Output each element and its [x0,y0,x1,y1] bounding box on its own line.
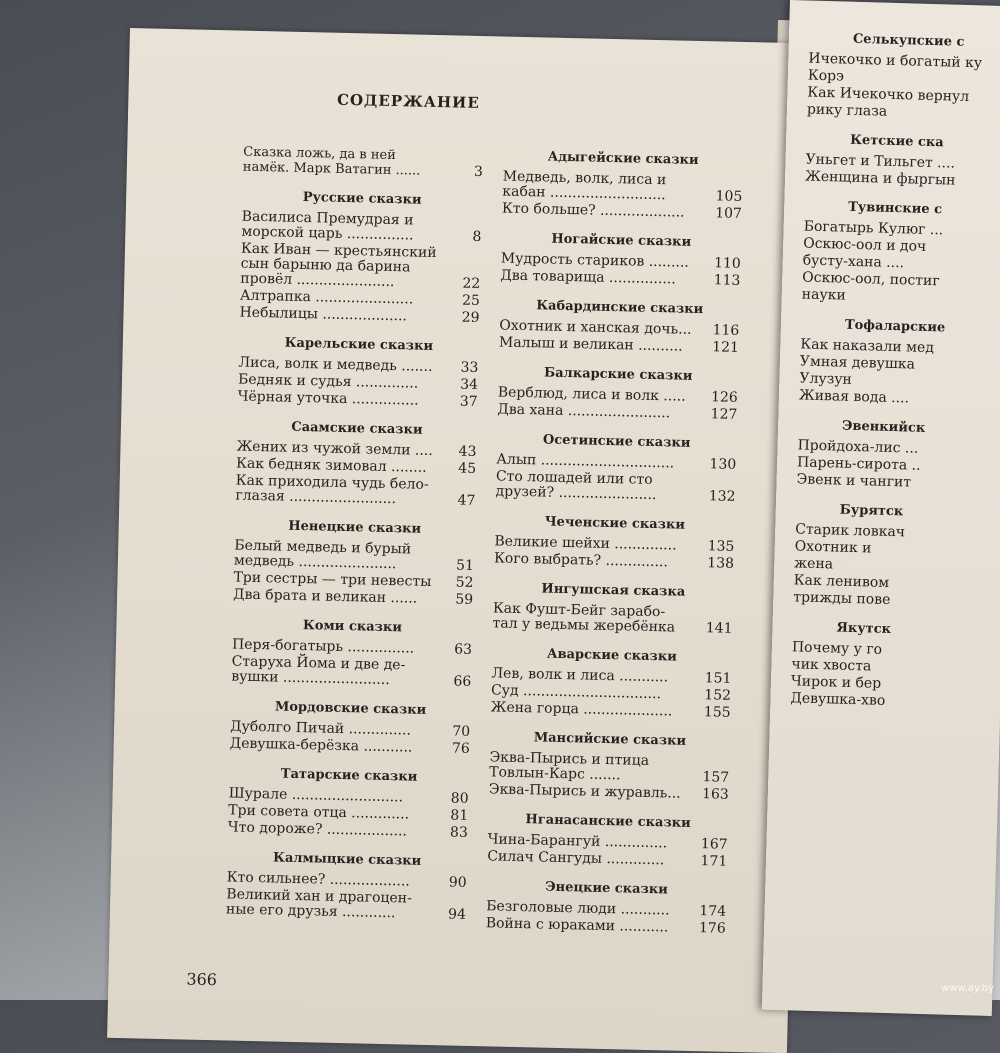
toc-entry [240,242,481,292]
section-heading: Мансийские сказки [533,730,687,749]
toc-column-left [226,139,484,937]
entry-page-number: 151 [704,670,732,687]
entry-title: Как ленивом [793,572,890,591]
toc-entry [241,210,482,245]
entry-page-number: 167 [700,836,728,853]
entry-title: науки [801,286,846,304]
section-heading: Ногайские сказки [551,231,692,250]
entry-title: Лев, волк и лиса ........... [491,665,669,686]
entry-title: Эква-Пырись и птица Товлын-Карс ....... [489,749,650,784]
entry-title: трижды пове [793,589,891,609]
section-heading: Селькупские с [852,31,965,50]
entry-page-number: 127 [710,406,738,423]
entry-title: Кого выбрать? .............. [493,550,669,571]
section-heading: Балкарские сказки [543,365,693,384]
section-heading: Русские сказки [302,189,422,208]
toc-entry [796,472,1000,493]
toc-entry [239,306,479,326]
toc-entry [243,145,484,180]
entry-page-number: 3 [473,163,484,181]
toc-column-right [485,149,743,951]
section-heading: Карельские сказки [284,335,434,354]
toc-entry [500,268,740,288]
section-heading: Якутск [836,620,892,638]
entry-page-number: 163 [701,786,729,803]
entry-title: Небылицы ................... [239,304,408,325]
toc-section [230,698,471,756]
toc-section [486,878,727,936]
entry-title: Медведь, волк, лиса и кабан .......................... [502,168,667,204]
toc-section [235,419,477,509]
section-heading: Коми сказки [302,618,403,636]
entry-title: Почему у го [791,639,883,658]
toc-section [237,335,479,410]
entry-title: Уньгет и Тильгет .... [805,151,956,172]
entry-title: Лиса, волк и медведь ....... [238,354,433,375]
toc-section [796,417,1000,493]
toc-section [500,230,741,288]
entry-title: Как Фушт-Бейг зарабо- тал у ведьмы жеребёнка [492,600,676,636]
entry-page-number: 116 [712,322,740,339]
toc-entry [228,820,468,840]
toc-section [802,198,1000,308]
entry-page-number: 22 [462,275,481,293]
entry-page-number: 174 [699,903,727,920]
entry-page-number: 105 [715,188,743,205]
entry-page-number: 171 [700,853,728,870]
entry-page-number: 130 [709,456,737,473]
entry-page-number: 63 [453,641,473,658]
entry-page-number: 113 [713,272,741,289]
entry-title: Верблюд, лиса и волк ..... [497,384,686,405]
entry-title: Оскюс-оол и доч [802,235,927,255]
entry-title: Три сестры — три невесты [233,569,432,590]
toc-entry [805,169,1000,190]
toc-section [243,145,484,180]
toc-section [233,518,475,608]
toc-entry [499,335,739,355]
entry-title: Два хана ....................... [497,401,671,422]
section-heading: Тофаларские [844,317,946,336]
entry-title: Что дороже? .................. [227,819,408,840]
entry-page-number: 33 [460,359,479,376]
entry-title: Как Ичекочко вернул [807,84,970,106]
entry-title: Богатырь Кулюг ... [803,218,944,239]
entry-page-number: 141 [705,620,733,637]
section-heading: Калмыцкие сказки [272,850,422,869]
entry-title: Два товарища ............... [500,267,676,288]
toc-entry [492,601,733,636]
entry-page-number: 8 [472,228,482,246]
toc-section [497,364,738,422]
toc-entry [233,587,473,607]
entry-title: Ичекочко и богатый ку [808,50,983,72]
toc-section [231,616,472,689]
entry-title: Парень-сирота .. [796,454,921,474]
toc-entry [489,750,730,785]
entry-title: Мудрость стариков ......... [500,250,690,271]
entry-page-number: 110 [713,255,741,272]
entry-title: Алтрапка ...................... [239,287,414,308]
entry-page-number: 76 [451,740,470,757]
entry-title: жена [794,555,834,573]
toc-entry [502,201,742,221]
entry-title: Девушка-берёзка ........... [229,735,413,756]
right-page [762,0,1000,1016]
entry-title: Кто сильнее? .................. [226,869,410,890]
entry-title: Живая вода .... [798,387,910,407]
left-page [107,28,810,1053]
toc-entry [226,887,467,922]
entry-title: рику глаза [806,101,888,120]
toc-entry [234,539,475,574]
toc-entry [497,402,737,422]
section-heading: Чеченские сказки [544,514,686,533]
toc-section [807,31,1000,124]
section-heading: Ингушская сказка [541,581,686,600]
entry-page-number: 47 [457,492,476,509]
entry-title: Сто лошадей или сто друзей? ...................... [495,468,657,504]
section-heading: Саамские сказки [291,419,423,438]
toc-entry [486,916,726,936]
entry-title: Девушка-хво [790,690,886,709]
toc-entry [790,691,1000,712]
entry-title: Чирок и бер [790,673,882,692]
entry-title: Перя-богатырь ............... [231,636,415,657]
toc-section [239,189,482,326]
entry-page-number: 107 [715,205,743,222]
section-heading: Мордовские сказки [274,699,427,718]
entry-title: Белый медведь и бурый медведь ...................... [233,537,412,573]
section-heading: Тувинские с [848,199,943,218]
section-heading: Энецкие сказки [545,879,669,898]
entry-page-number: 43 [458,443,477,460]
section-heading: Осетинские сказки [542,432,691,451]
entry-page-number: 157 [702,769,730,786]
entry-title: Война с юраками ........... [485,915,669,936]
section-heading: Бурятск [839,502,904,520]
entry-title: Старуха Йома и две де- вушки ........................ [231,653,406,689]
entry-title: Охотник и ханская дочь... [499,317,692,338]
entry-title: Алып .............................. [496,451,675,472]
entry-title: Умная девушка [799,353,916,373]
entry-title: Два брата и великан ...... [232,586,418,607]
toc-section [226,849,467,922]
toc-entry [490,700,730,720]
toc-entry [495,469,736,504]
right-page-column [790,31,1000,727]
entry-title: Чёрная уточка ............... [237,388,419,409]
entry-page-number: 51 [455,557,475,574]
entry-title: Корэ [807,67,845,85]
entry-page-number: 176 [698,920,726,937]
toc-section [490,645,732,720]
entry-page-number: 121 [711,339,740,356]
toc-section [502,149,743,222]
entry-title: Как бедняк зимовал ........ [235,455,427,476]
entry-page-number: 25 [461,292,481,310]
toc-entry [489,782,729,802]
entry-title: Как наказали мед [800,336,935,357]
section-heading: Кабардинские сказки [536,298,704,318]
entry-page-number: 135 [707,538,735,555]
entry-page-number: 126 [710,389,738,406]
toc-section [805,132,1000,191]
toc-entry [502,169,743,204]
section-heading: Ненецкие сказки [288,518,422,537]
entry-title: Бедняк и судья .............. [237,371,419,392]
toc-section [495,431,736,504]
section-heading: Кетские ска [849,132,944,151]
entry-page-number: 94 [447,906,467,923]
entry-page-number: 155 [703,704,731,721]
toc-entry [793,590,1000,611]
entry-title: Безголовые люди ........... [485,898,670,919]
entry-page-number: 80 [450,790,469,807]
toc-section [487,811,728,869]
entry-page-number: 66 [453,673,472,690]
entry-title: Василиса Премудрая и морской царь ............... [241,208,414,244]
entry-page-number: 37 [459,393,478,410]
page-title: СОДЕРЖАНИЕ [336,90,480,112]
toc-section [228,765,470,840]
entry-title: Женщина и фыргын [804,168,956,189]
entry-title: Три совета отца ............. [228,802,410,823]
entry-title: Суд ............................... [490,682,662,703]
toc-entry [237,390,477,410]
section-heading: Аварские сказки [546,646,678,665]
entry-page-number: 34 [459,376,479,393]
entry-page-number: 90 [448,874,467,891]
toc-section [489,729,730,802]
toc-entry [487,849,727,869]
entry-title: бусту-хана .... [802,252,905,272]
entry-page-number: 29 [461,309,480,327]
toc-entry [807,103,1000,124]
entry-page-number: 81 [450,807,469,824]
section-heading: Эвенкийск [841,418,926,436]
toc-entry [802,287,1000,308]
toc-entry [799,388,1000,409]
entry-title: Как Иван — крестьянский сын барыню да барина провёл ...................... [240,240,437,291]
entry-page-number: 132 [708,488,736,505]
entry-title: Жена горца .................... [490,699,673,720]
section-heading: Нганасанские сказки [525,812,691,831]
toc-section [793,501,1000,611]
entry-title: Жених из чужой земли .... [236,438,433,459]
toc-section [799,316,1000,409]
toc-entry [494,551,734,571]
entry-page-number: 138 [707,555,735,572]
entry-title: Пройдоха-лис ... [797,437,919,457]
entry-page-number: 59 [455,591,474,608]
entry-page-number: 70 [452,723,471,740]
entry-page-number: 83 [449,824,469,841]
entry-title: Эвенк и чангит [796,471,912,491]
toc-section [790,619,1000,712]
entry-title: Охотник и [794,538,872,557]
entry-title: Улузун [799,370,853,388]
entry-title: Малыш и великан .......... [498,334,683,355]
entry-title: Силач Сангуды ............. [487,848,665,869]
entry-page-number: 45 [458,460,477,477]
section-heading: Адыгейские сказки [547,149,699,168]
watermark: www.ay.by [941,983,994,994]
entry-title: Сказка ложь, да в ней намёк. Марк Ватагин ...... [242,144,421,179]
toc-section [494,513,735,571]
toc-entry [235,474,476,509]
entry-page-number: 52 [455,574,474,591]
entry-title: Великие шейхи .............. [494,533,677,554]
entry-title: Великий хан и драгоцен- ные его друзья ............ [225,886,413,922]
entry-title: Эква-Пырись и журавль... [488,781,681,802]
section-heading: Татарские сказки [280,766,418,785]
toc-section [492,580,733,636]
toc-entry [230,736,470,756]
entry-title: Чина-Барангуй .............. [487,831,668,852]
toc-section [499,297,740,355]
entry-title: Дуболго Пичай .............. [229,718,412,739]
entry-title: Старик ловкач [794,521,906,541]
entry-title: Как приходила чудь бело- глазая ........................ [235,472,429,508]
entry-title: Оскюс-оол, постиг [802,269,940,290]
entry-title: Шурале ......................... [228,785,404,806]
entry-page-number: 152 [704,687,732,704]
entry-title: Кто больше? ................... [501,200,685,221]
toc-entry [231,654,472,689]
page-number: 366 [186,969,218,990]
entry-title: чик хвоста [791,656,872,675]
